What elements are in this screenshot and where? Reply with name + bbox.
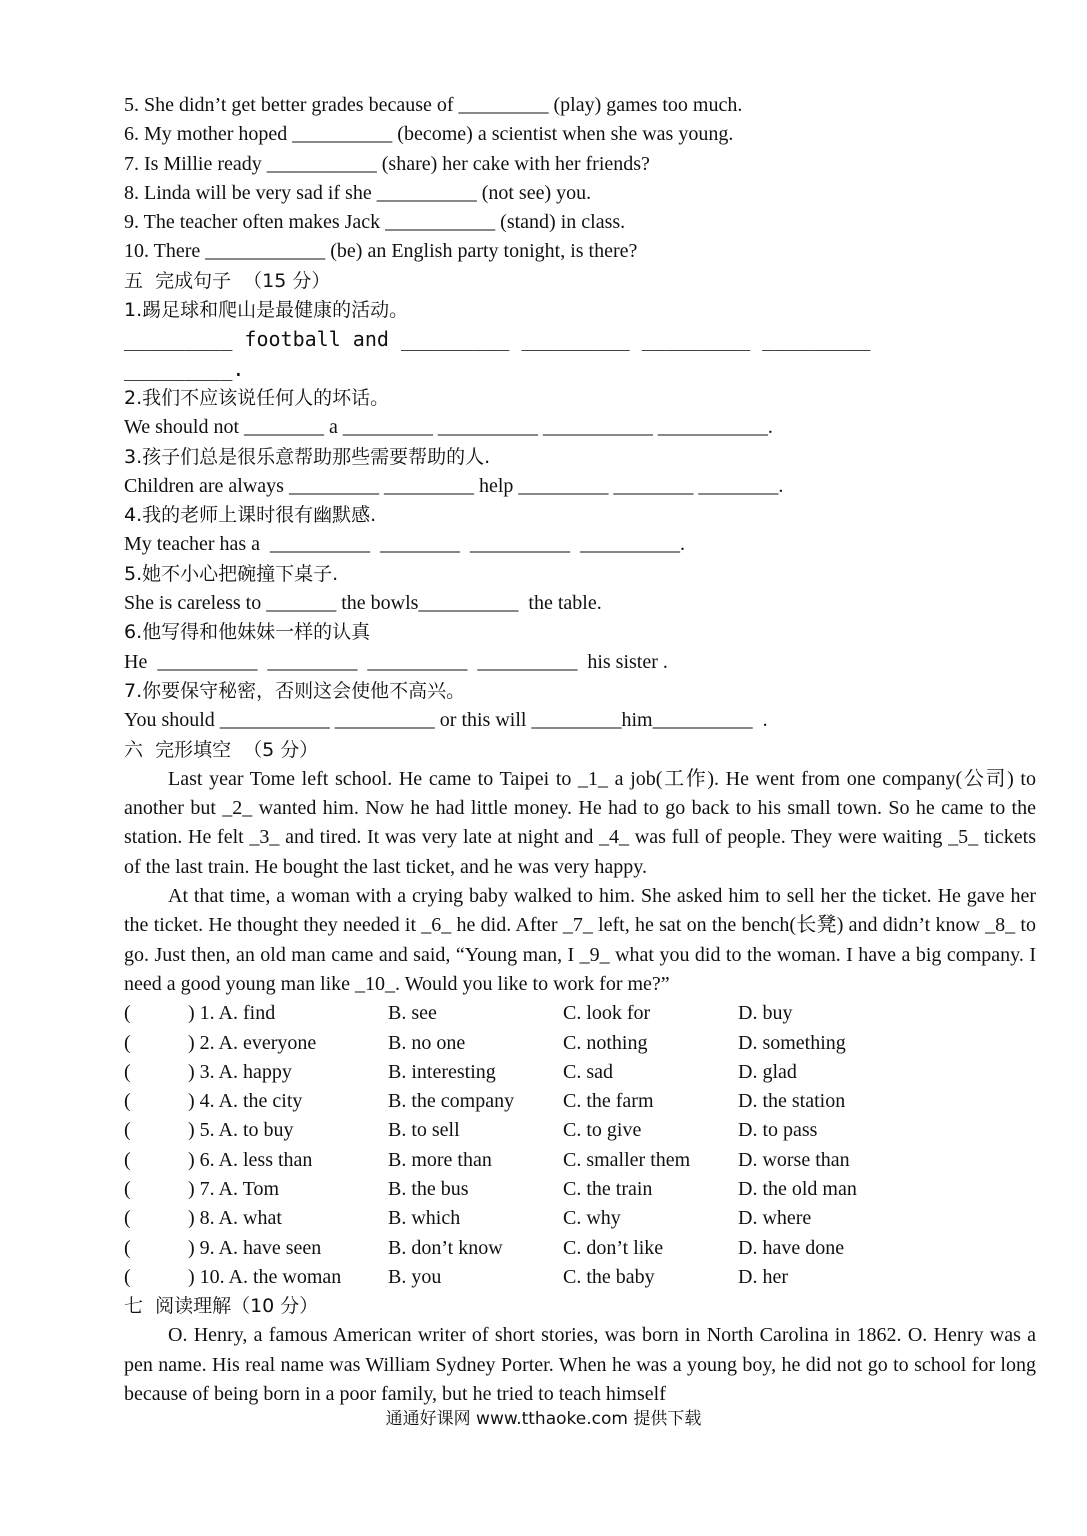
option-row: ( ) 4. A. the city B. the company C. the farm D. the station xyxy=(124,1090,846,1113)
sentence-prompt: 7.你要保守秘密，否则这会使他不高兴。 xyxy=(124,679,466,702)
sentence-answer: My teacher has a __________ ________ __________ __________. xyxy=(124,533,686,556)
option-row: ( ) 6. A. less than B. more than C. smaller them D. worse than xyxy=(124,1148,850,1171)
exam-page xyxy=(124,91,1036,1409)
option-row: ( ) 10. A. the woman B. you C. the baby D. her xyxy=(124,1265,788,1288)
sentence-answer: We should not ________ a _________ __________ ___________ ___________. xyxy=(124,416,773,439)
option-row: ( ) 9. A. have seen B. don’t know C. don’t like D. have done xyxy=(124,1236,845,1259)
fill-in-item: 10. There ____________ (be) an English party tonight, is there? xyxy=(124,240,638,263)
sentence-answer: _________ football and _________ _________ _________ _________ xyxy=(124,327,871,352)
section-title: 五 完成句子 （15 分） xyxy=(124,269,331,292)
sentence-answer: You should ___________ __________ or this will _________him__________ . xyxy=(124,709,768,732)
option-row: ( ) 5. A. to buy B. to sell C. to give D. to pass xyxy=(124,1119,818,1142)
fill-in-item: 6. My mother hoped __________ (become) a scientist when she was young. xyxy=(124,123,734,146)
reading-paragraph: O. Henry, a famous American writer of short stories, was born in North Carolina in 1862. O. Henry was a pen name. His real name was William Sydney Porter. When he was a young boy, he did not go to school for long because of being born in a poor family, but he tried to teach himself xyxy=(124,1324,1036,1406)
section-title: 六 完形填空 （5 分） xyxy=(124,738,319,761)
fill-in-item: 9. The teacher often makes Jack ___________ (stand) in class. xyxy=(124,211,626,234)
cloze-paragraph: At that time, a woman with a crying baby walked to him. She asked him to sell her the ticket. He gave her the ticket. He thought they needed it _6_ he did. After _7_ left, he sat on the bench(长凳) and didn’t know _8_ to go. Just then, an old man came and said, “Young man, I _9_ what you did to the woman. I have a big company. I need a good young man like _10_. Would you like to work for me?” xyxy=(124,885,1036,995)
option-row: ( ) 8. A. what B. which C. why D. where xyxy=(124,1207,812,1230)
sentence-prompt: 4.我的老师上课时很有幽默感. xyxy=(124,504,377,527)
sentence-prompt: 1.踢足球和爬山是最健康的活动。 xyxy=(124,299,409,322)
fill-in-item: 5. She didn’t get better grades because of _________ (play) games too much. xyxy=(124,94,743,116)
sentence-prompt: 5.她不小心把碗撞下桌子. xyxy=(124,562,339,585)
page-footer: 通通好课网 www.tthaoke.com 提供下载 xyxy=(385,1409,702,1429)
fill-in-item: 8. Linda will be very sad if she __________ (not see) you. xyxy=(124,181,592,204)
sentence-prompt: 3.孩子们总是很乐意帮助那些需要帮助的人. xyxy=(124,445,491,468)
sentence-answer: _________. xyxy=(124,356,245,381)
sentence-answer: Children are always _________ _________ help _________ ________ ________. xyxy=(124,474,784,497)
option-row: ( ) 3. A. happy B. interesting C. sad D. glad xyxy=(124,1060,797,1083)
option-row: ( ) 1. A. find B. see C. look for D. buy xyxy=(124,1002,793,1025)
cloze-paragraph: Last year Tome left school. He came to Taipei to _1_ a job(工作). He went from one company(公司) to another but _2_ wanted him. Now he had little money. He had to go back to his small town. So he came to the station. He felt _3_ and tired. It was very late at night and _4_ was full of people. They were waiting _5_ tickets of the last train. He bought the last ticket, and he was very happy. xyxy=(124,767,1036,878)
option-row: ( ) 7. A. Tom B. the bus C. the train D. the old man xyxy=(124,1177,857,1200)
option-row: ( ) 2. A. everyone B. no one C. nothing D. something xyxy=(124,1031,846,1054)
cloze-options xyxy=(124,999,1036,1292)
sentence-answer: She is careless to _______ the bowls__________ the table. xyxy=(124,592,602,615)
sentence-prompt: 6.他写得和他妹妹一样的认真 xyxy=(124,621,371,644)
fill-in-item: 7. Is Millie ready ___________ (share) her cake with her friends? xyxy=(124,152,650,175)
sentence-prompt: 2.我们不应该说任何人的坏话。 xyxy=(124,386,390,409)
section-title: 七 阅读理解（10 分） xyxy=(124,1295,319,1318)
sentence-answer: He __________ _________ __________ __________ his sister . xyxy=(124,650,668,673)
